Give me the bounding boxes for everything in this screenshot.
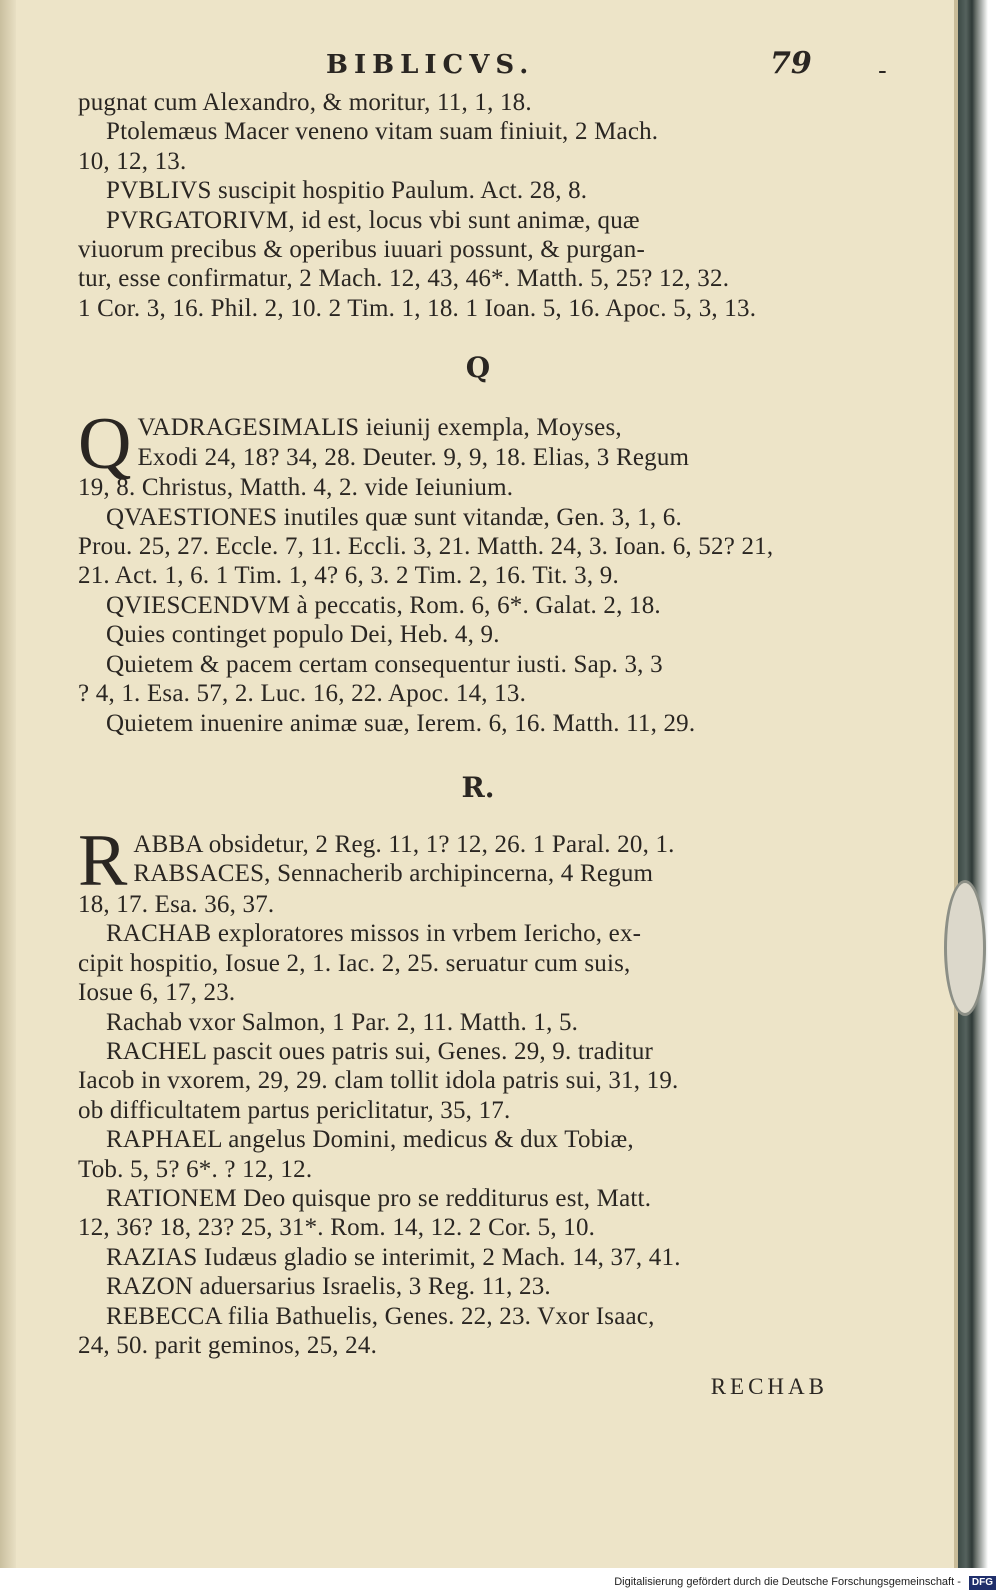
entry-line: PVRGATORIVM, id est, locus vbi sunt animæ, quæ <box>106 206 640 234</box>
entry-line: QVIESCENDVM à peccatis, Rom. 6, 6*. Galat. 2, 18. <box>106 591 661 619</box>
section-q <box>78 403 838 738</box>
digitization-footer <box>0 1572 1000 1593</box>
page-clip <box>944 880 986 1016</box>
entry-line: 21. Act. 1, 6. 1 Tim. 1, 4? 6, 3. 2 Tim. 2, 16. Tit. 3, 9. <box>78 562 619 590</box>
entry-line: RATIONEM Deo quisque pro se redditurus est, Matt. <box>106 1184 652 1212</box>
margin-mark: - <box>878 56 887 86</box>
entry-line: Tob. 5, 5? 6*. ? 12, 12. <box>78 1155 313 1183</box>
book-spine <box>958 0 1000 1568</box>
drop-initial-r: R <box>78 819 128 902</box>
entry-line: VADRAGESIMALIS ieiunij exempla, Moyses, <box>137 414 622 442</box>
entry-line: RAZON aduersarius Israelis, 3 Reg. 11, 23. <box>106 1273 551 1301</box>
entry-line: Exodi 24, 18? 34, 28. Deuter. 9, 9, 18. Elias, 3 Regum <box>137 443 690 471</box>
section-heading-r: R. <box>461 770 495 804</box>
entry-line: 1 Cor. 3, 16. Phil. 2, 10. 2 Tim. 1, 18. 1 Ioan. 5, 16. Apoc. 5, 3, 13. <box>78 294 757 322</box>
page-gutter <box>0 0 16 1568</box>
entry-line: Quietem & pacem certam consequentur iusti. Sap. 3, 3 <box>106 650 663 678</box>
entry-line: RAZIAS Iudæus gladio se interimit, 2 Mach. 14, 37, 41. <box>106 1243 681 1271</box>
entry-line: pugnat cum Alexandro, & moritur, 11, 1, 18. <box>78 89 532 116</box>
entry-line: 10, 12, 13. <box>78 147 187 175</box>
entry-line: viuorum precibus & operibus iuuari possunt, & purgan- <box>78 236 646 264</box>
entry-line: RACHEL pascit oues patris sui, Genes. 29, 9. traditur <box>106 1037 654 1065</box>
entry-line: Quietem inuenire animæ suæ, Ierem. 6, 16. Matth. 11, 29. <box>106 709 696 737</box>
entry-line: RAPHAEL angelus Domini, medicus & dux Tobiæ, <box>106 1126 634 1154</box>
entry-line: cipit hospitio, Iosue 2, 1. Iac. 2, 25. seruatur cum suis, <box>78 949 631 977</box>
drop-initial-q: Q <box>78 403 132 486</box>
entry-line: tur, esse confirmatur, 2 Mach. 12, 43, 46*. Matth. 5, 25? 12, 32. <box>78 265 730 293</box>
page-header <box>78 46 887 88</box>
entry-line: Ptolemæus Macer veneno vitam suam finiuit, 2 Mach. <box>106 118 659 146</box>
section-heading-q: Q <box>465 351 491 385</box>
section-r <box>78 819 838 1361</box>
entry-line: RABSACES, Sennacherib archipincerna, 4 Regum <box>133 860 654 888</box>
entry-line: RACHAB exploratores missos in vrbem Iericho, ex- <box>106 920 642 948</box>
page-number: 79 <box>770 46 812 81</box>
entry-line: Rachab vxor Salmon, 1 Par. 2, 11. Matth. 1, 5. <box>106 1008 579 1036</box>
catchword: RECHAB <box>710 1374 828 1400</box>
entry-line: 18, 17. Esa. 36, 37. <box>78 890 275 918</box>
dfg-logo-icon: DFG <box>969 1576 996 1590</box>
text-block <box>78 46 887 1400</box>
entry-line: PVBLIVS suscipit hospitio Paulum. Act. 28, 8. <box>106 177 588 205</box>
entry-line: Iacob in vxorem, 29, 29. clam tollit idola patris sui, 31, 19. <box>78 1067 679 1095</box>
entry-line: 19, 8. Christus, Matth. 4, 2. vide Ieiunium. <box>78 474 514 502</box>
entry-line: Prou. 25, 27. Eccle. 7, 11. Eccli. 3, 21. Matth. 24, 3. Ioan. 6, 52? 21, <box>78 533 774 561</box>
footer-credit: Digitalisierung gefördert durch die Deutsche Forschungsgemeinschaft - <box>614 1576 961 1588</box>
entry-line: QVAESTIONES inutiles quæ sunt vitandæ, Gen. 3, 1, 6. <box>106 503 682 531</box>
entry-line: Quies continget populo Dei, Heb. 4, 9. <box>106 621 500 649</box>
running-head: BIBLICVS. <box>326 50 535 80</box>
section-p-continued <box>78 88 838 323</box>
entry-line: ob difficultatem partus periclitatur, 35, 17. <box>78 1096 511 1124</box>
entry-line: 12, 36? 18, 23? 25, 31*. Rom. 14, 12. 2 Cor. 5, 10. <box>78 1214 596 1242</box>
entry-line: ? 4, 1. Esa. 57, 2. Luc. 16, 22. Apoc. 14, 13. <box>78 680 527 708</box>
entry-line: 24, 50. parit geminos, 25, 24. <box>78 1332 378 1359</box>
entry-line: Iosue 6, 17, 23. <box>78 979 236 1007</box>
entry-line: REBECCA filia Bathuelis, Genes. 22, 23. Vxor Isaac, <box>106 1302 655 1330</box>
entry-line: ABBA obsidetur, 2 Reg. 11, 1? 12, 26. 1 Paral. 20, 1. <box>133 830 675 858</box>
